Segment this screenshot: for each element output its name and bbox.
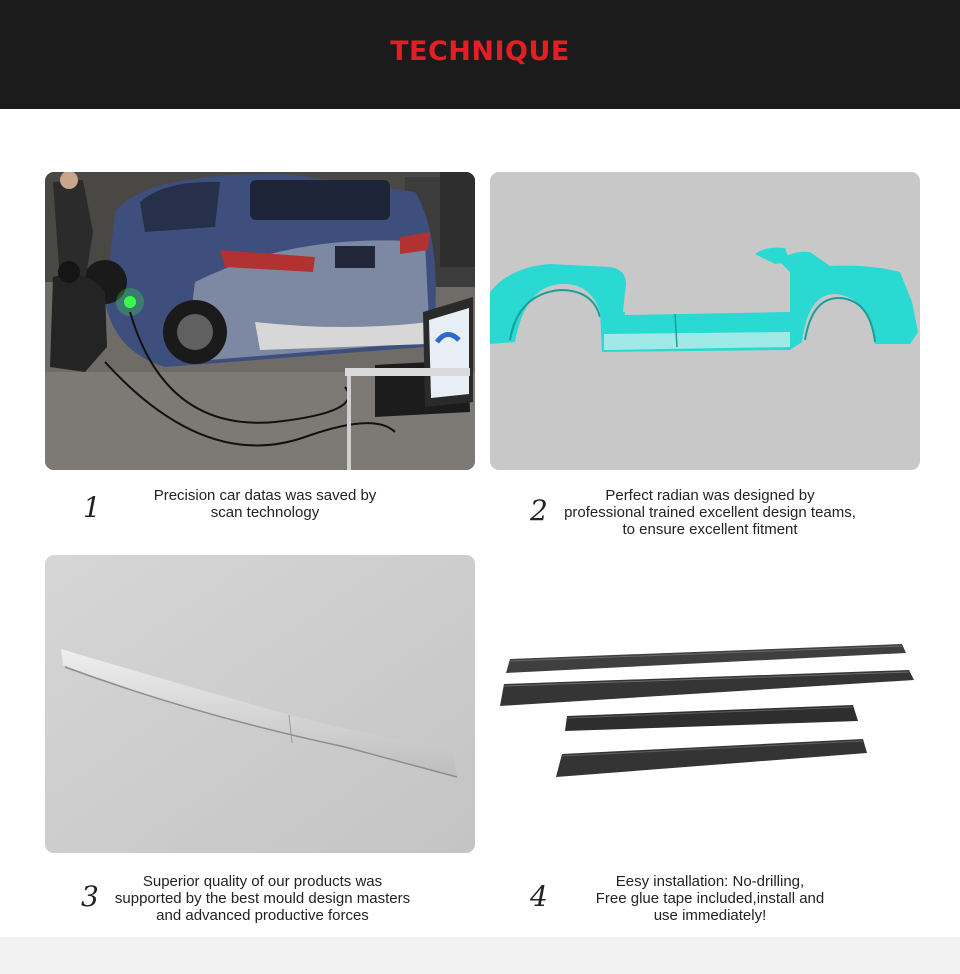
step-3-line-2: supported by the best mould design masters [114, 890, 411, 907]
step-3-line-3: and advanced productive forces [156, 907, 369, 924]
page-title: TECHNIQUE [390, 36, 570, 67]
header-bar [0, 0, 960, 109]
step-2-line-3: to ensure excellent fitment [622, 521, 798, 538]
mould-render [45, 555, 475, 853]
carbon-side-skirts [490, 555, 920, 853]
step-3-caption [45, 871, 475, 931]
step-1-line-1: Precision car datas was saved by [153, 487, 377, 504]
step-1-line-2: scan technology [210, 504, 320, 521]
cad-model-render [490, 172, 920, 470]
step-4-line-1: Eesy installation: No-drilling, [615, 873, 805, 890]
step-1-caption [45, 485, 475, 545]
step-2-caption [490, 485, 920, 545]
step-4-line-2: Free glue tape included,install and [595, 890, 825, 907]
step-4-line-3: use immediately! [653, 907, 767, 924]
step-4-text [570, 873, 850, 924]
step-2-text [550, 487, 870, 538]
step-4-number: 4 [530, 880, 548, 913]
scanning-photo [45, 172, 475, 470]
step-2-number: 2 [530, 494, 548, 527]
step-1-number: 1 [83, 491, 101, 524]
step-4-caption [490, 871, 920, 931]
step-1-text [115, 487, 415, 521]
step-2-line-2: professional trained excellent design teams, [564, 504, 856, 521]
step-3-number: 3 [81, 880, 99, 913]
step-3-text [100, 873, 425, 924]
technique-content [0, 109, 960, 937]
step-2-line-1: Perfect radian was designed by [605, 487, 815, 504]
footer-strip [0, 937, 960, 974]
step-3-line-1: Superior quality of our products was [142, 873, 383, 890]
